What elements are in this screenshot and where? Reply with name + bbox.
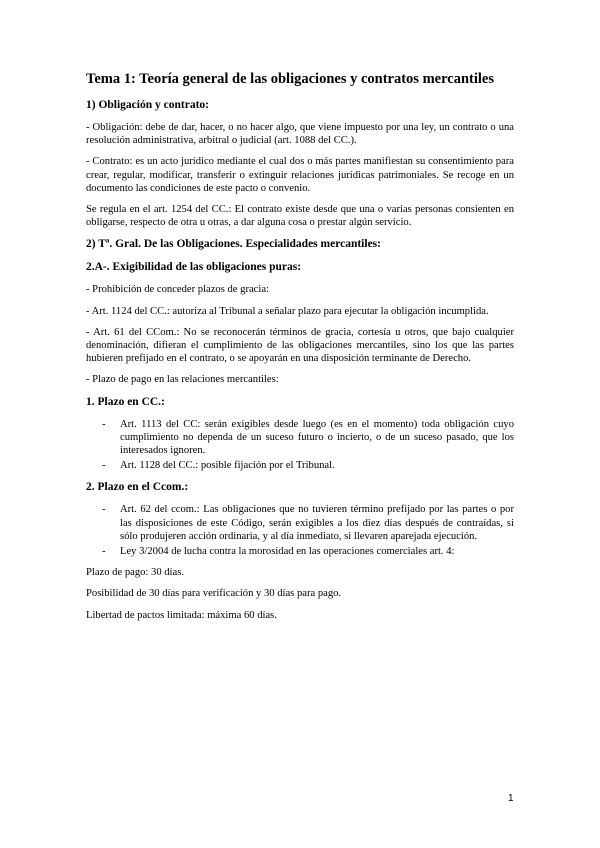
dash-bullet: -: [102, 460, 106, 472]
paragraph-art-1254: Se regula en el art. 1254 del CC.: El contrato existe desde que una o varias personas consienten en obligarse, respecto de otra u otras, a dar alguna cosa o prestar algún servicio.: [86, 204, 514, 229]
paragraph-libertad-pactos: Libertad de pactos limitada: máxima 60 días.: [86, 609, 277, 621]
section-heading-2: 2) Tª. Gral. De las Obligaciones. Especialidades mercantiles:: [86, 238, 381, 251]
paragraph-verificacion: Posibilidad de 30 días para verificación y 30 días para pago.: [86, 588, 342, 600]
subheading-plazo-ccom: 2. Plazo en el Ccom.:: [86, 481, 189, 494]
paragraph-art-61: - Art. 61 del CCom.: No se reconocerán términos de gracia, cortesía u otros, que bajo cualquier denominación, difieran el cumplimiento de las obligaciones mercantiles, sino los que las partes hubieren prefijado en el contrato, o se apoyarán en una disposición terminante de Derecho.: [86, 326, 514, 365]
subheading-plazo-cc: 1. Plazo en CC.:: [86, 395, 165, 408]
paragraph-contrato: - Contrato: es un acto jurídico mediante el cual dos o más partes manifiestan su consentimiento para crear, regular, modificar, transferir o extinguir relaciones jurídicas patrimoniales. Se recoge en un documento las condiciones de este pacto o convenio.: [86, 156, 514, 194]
list-item: - Art. 1113 del CC: serán exigibles desde luego (es en el momento) toda obligación cuyo cumplimiento no dependa de un suceso futuro o incierto, o de un suceso pasado, que los interesados ignoren.: [102, 418, 514, 457]
section-heading-2a: 2.A-. Exigibilidad de las obligaciones puras:: [86, 261, 302, 274]
list-plazo-cc: [86, 418, 514, 473]
list-item: - Art. 62 del ccom.: Las obligaciones que no tuvieren término prefijado por las partes o por las disposiciones de este Código, serán exigibles a los diez días después de contraídas, si sólo produjeren acción ordinaria, y al día inmediato, si llevaren aparejada ejecución.: [102, 504, 514, 542]
page-number: 1: [508, 793, 514, 804]
paragraph-obligacion: - Obligación: debe de dar, hacer, o no hacer algo, que viene impuesto por una ley, un contrato o una resolución administrativa, arbitral o judicial (art. 1088 del CC.).: [86, 122, 514, 147]
list-item: - Ley 3/2004 de lucha contra la morosidad en las operaciones comerciales art. 4:: [102, 546, 455, 558]
list-item: - Art. 1128 del CC.: posible fijación por el Tribunal.: [102, 460, 335, 472]
paragraph-plazo-30: Plazo de pago: 30 días.: [86, 567, 184, 579]
list-plazo-ccom: [86, 503, 514, 558]
dash-bullet: -: [102, 546, 106, 558]
paragraph-plazo-pago: - Plazo de pago en las relaciones mercantiles:: [86, 374, 279, 386]
dash-bullet: -: [102, 504, 106, 516]
document-title: Tema 1: Teoría general de las obligaciones y contratos mercantiles: [86, 71, 494, 87]
dash-bullet: -: [102, 418, 106, 430]
paragraph-plazos-gracia: - Prohibición de conceder plazos de gracia:: [86, 284, 269, 296]
page-content: [86, 70, 514, 630]
paragraph-art-1124: - Art. 1124 del CC.: autoriza al Tribunal a señalar plazo para ejecutar la obligación incumplida.: [86, 305, 489, 317]
section-heading-1: 1) Obligación y contrato:: [86, 99, 209, 111]
